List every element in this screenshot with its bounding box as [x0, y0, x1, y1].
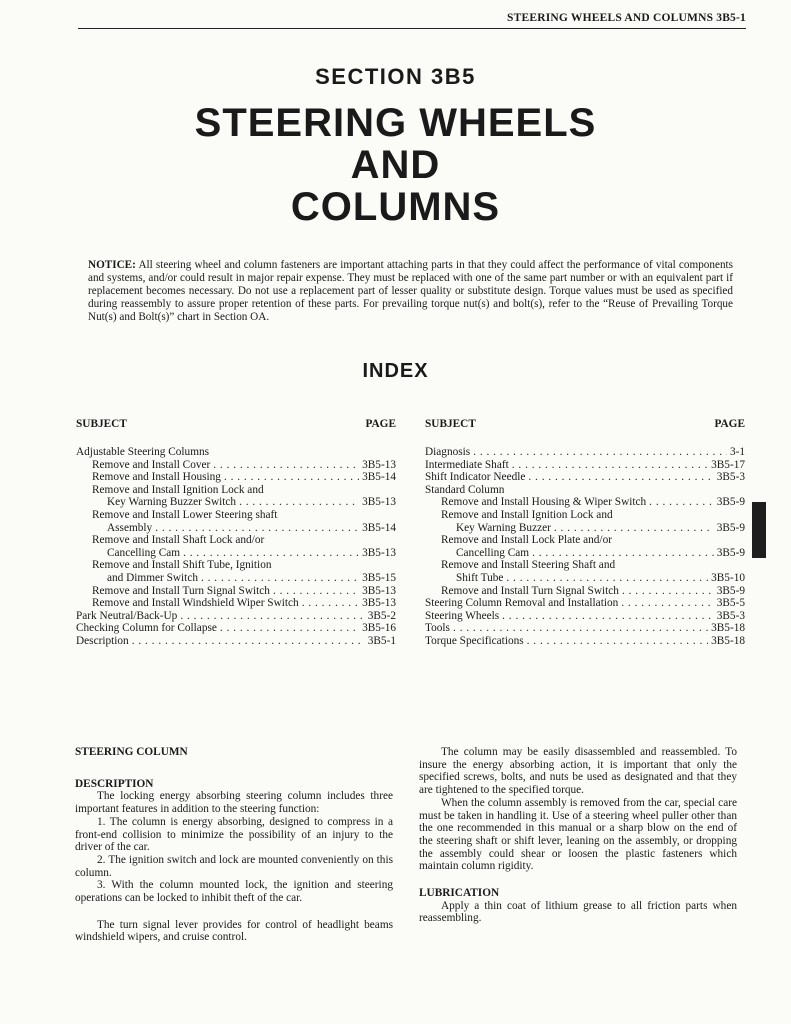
index-entry: Remove and Install Windshield Wiper Switch . . . 3B5-13: [76, 597, 396, 610]
index-entry: Adjustable Steering Columns: [76, 446, 210, 458]
index-entry: Remove and Install Turn Signal Switch . . . 3B5-13: [76, 585, 396, 598]
notice-paragraph: [88, 259, 733, 324]
index-entry: Torque Specifications . . . 3B5-18: [425, 635, 745, 648]
page-header: PAGE: [365, 418, 396, 430]
index-entry: Remove and Install Steering Shaft and: [441, 559, 616, 572]
index-entry: Steering Column Removal and Installation . . . 3B5-5: [425, 597, 745, 610]
index-entry: Intermediate Shaft . . . 3B5-17: [425, 459, 745, 472]
body-column-right: [419, 746, 737, 925]
body-paragraph: The column may be easily disassembled and reassembled. To insure the energy absorbing action, it is important that only the specified screws, bolts, and nuts be used as designated and that they are tightened to the specified torque.: [419, 746, 737, 797]
index-entry: Standard Column: [425, 483, 505, 496]
index-entry: Cancelling Cam . . . 3B5-9: [425, 547, 745, 560]
body-paragraph: When the column assembly is removed from the car, special care must be taken in handling it. Use of a steering wheel puller other than the one recommended in this manual or a sharp blow on the end of the steering shaft or shift lever, leaning on the assembly, or dropping the assembly could shear or loosen the plastic fasteners which maintain column rigidity.: [419, 796, 737, 873]
index-entry: Park Neutral/Back-Up . . . 3B5-2: [76, 610, 396, 623]
index-entry: Remove and Install Cover . . . 3B5-13: [76, 459, 396, 472]
description-heading: DESCRIPTION: [75, 777, 154, 790]
description-paragraph: 2. The ignition switch and lock are mounted conveniently on this column.: [75, 853, 393, 879]
index-entry: Remove and Install Housing . . . 3B5-14: [76, 471, 396, 484]
title-line-1: STEERING WHEELS: [194, 101, 597, 145]
description-paragraph: 3. With the column mounted lock, the ignition and steering operations can be locked to inhibit theft of the car.: [75, 879, 393, 905]
index-entry: Tools . . . 3B5-18: [425, 622, 745, 635]
index-entry: Remove and Install Turn Signal Switch . . . 3B5-9: [425, 585, 745, 598]
lubrication-paragraph: Apply a thin coat of lithium grease to all friction parts when reassembling.: [419, 899, 737, 925]
body-column-left: [75, 746, 393, 944]
index-entry: Assembly . . . 3B5-14: [76, 522, 396, 535]
running-header: STEERING WHEELS AND COLUMNS 3B5-1: [78, 8, 746, 29]
notice-text: All steering wheel and column fasteners are important attaching parts in that they could affect the performance of vital components and systems, and/or could result in major repair expense. They must be replaced with one of the same part number or with an equivalent part if replacement becomes necessary. Do not use a replacement part of lesser quality or substitute design. Torque values must be used as specified during reassembly to assure proper retention of these parts. For prevailing torque nut(s) and bolt(s), refer to the “Reuse of Prevailing Torque Nut(s) and Bolt(s)” chart in Section OA.: [88, 259, 733, 323]
index-column-right: [425, 416, 745, 648]
index-title: INDEX: [362, 360, 429, 382]
index-entry: Remove and Install Ignition Lock and: [441, 508, 613, 521]
page-header: PAGE: [714, 418, 745, 430]
index-entry: Remove and Install Lower Steering shaft: [92, 508, 278, 521]
title-line-2: AND: [350, 143, 441, 187]
index-entry: Checking Column for Collapse . . . 3B5-16: [76, 622, 396, 635]
index-entry: Steering Wheels . . . 3B5-3: [425, 610, 745, 623]
description-paragraph: 1. The column is energy absorbing, designed to compress in a front-end collision to minimize the possibility of an injury to the driver of the car.: [75, 815, 393, 854]
index-entry: Key Warning Buzzer . . . 3B5-9: [425, 522, 745, 535]
index-entry: Diagnosis . . . 3-1: [425, 446, 745, 459]
index-entry: Shift Indicator Needle . . . 3B5-3: [425, 471, 745, 484]
index-header-left: [76, 416, 396, 446]
index-entry: Key Warning Buzzer Switch . . . 3B5-13: [76, 496, 396, 509]
section-label: SECTION 3B5: [315, 64, 476, 89]
description-paragraph: The turn signal lever provides for control of headlight beams windshield wipers, and cruise control.: [75, 918, 393, 944]
index-entry: Remove and Install Housing & Wiper Switch . . . 3B5-9: [425, 496, 745, 509]
index-entry: Remove and Install Shaft Lock and/or: [92, 534, 265, 547]
description-paragraph: The locking energy absorbing steering column includes three important features in addition to the steering function:: [75, 790, 393, 816]
index-entry: Shift Tube . . . 3B5-10: [425, 572, 745, 585]
index-header-right: [425, 416, 745, 446]
index-column-left: [76, 416, 396, 648]
steering-column-heading: STEERING COLUMN: [75, 746, 188, 758]
title-line-3: COLUMNS: [290, 185, 501, 229]
subject-header: SUBJECT: [76, 418, 127, 430]
index-entry: Remove and Install Shift Tube, Ignition: [92, 559, 272, 572]
index-entry: Remove and Install Ignition Lock and: [92, 483, 264, 496]
index-entry: Description . . . 3B5-1: [76, 635, 396, 648]
index-entry: and Dimmer Switch . . . 3B5-15: [76, 572, 396, 585]
page-title: [0, 102, 791, 228]
index-entry: Remove and Install Lock Plate and/or: [441, 534, 612, 547]
section-tab-marker: [752, 502, 766, 558]
subject-header: SUBJECT: [425, 418, 476, 430]
lubrication-heading: LUBRICATION: [419, 887, 500, 900]
notice-label: NOTICE:: [88, 259, 136, 271]
index-entry: Cancelling Cam . . . 3B5-13: [76, 547, 396, 560]
